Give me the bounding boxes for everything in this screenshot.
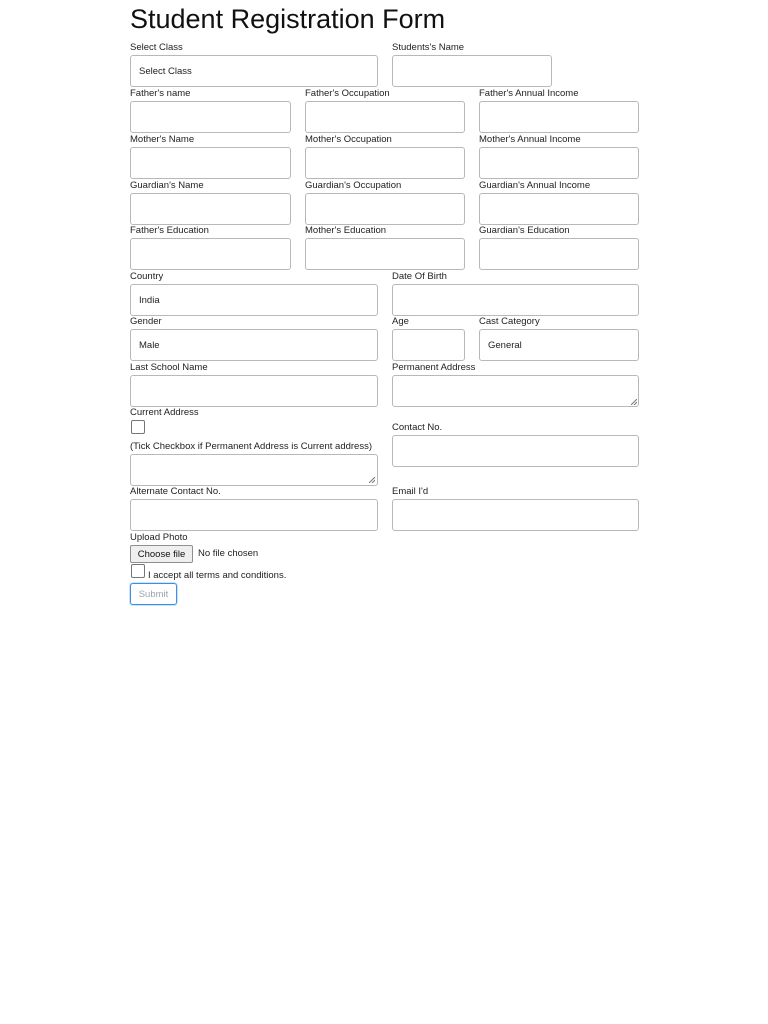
mother-education-label: Mother's Education	[305, 225, 387, 236]
gender-select[interactable]: Male	[130, 329, 378, 361]
father-occupation-label: Father's Occupation	[305, 88, 390, 99]
last-school-input[interactable]	[130, 375, 378, 407]
select-class-dropdown[interactable]: Select Class	[130, 55, 378, 87]
father-occupation-input[interactable]	[305, 101, 465, 133]
choose-file-button[interactable]: Choose file	[130, 545, 193, 563]
age-input[interactable]	[392, 329, 465, 361]
father-income-label: Father's Annual Income	[479, 88, 579, 99]
cast-category-label: Cast Category	[479, 316, 540, 327]
permanent-address-textarea[interactable]	[392, 375, 639, 407]
file-status: No file chosen	[198, 548, 259, 559]
mother-education-input[interactable]	[305, 238, 465, 270]
gender-label: Gender	[130, 316, 162, 327]
father-name-input[interactable]	[130, 101, 291, 133]
mother-income-label: Mother's Annual Income	[479, 134, 581, 145]
page-title: Student Registration Form	[130, 4, 446, 34]
guardian-education-input[interactable]	[479, 238, 639, 270]
resize-grip-icon[interactable]	[631, 399, 637, 405]
father-income-input[interactable]	[479, 101, 639, 133]
same-address-checkbox[interactable]	[131, 420, 145, 434]
guardian-education-label: Guardian's Education	[479, 225, 570, 236]
select-class-label: Select Class	[130, 42, 183, 53]
guardian-name-label: Guardian's Name	[130, 180, 204, 191]
current-address-textarea[interactable]	[130, 454, 378, 486]
contact-no-label: Contact No.	[392, 422, 443, 433]
last-school-label: Last School Name	[130, 362, 208, 373]
father-education-label: Father's Education	[130, 225, 209, 236]
current-address-label: Current Address	[130, 407, 199, 418]
student-name-label: Students's Name	[392, 42, 465, 53]
age-label: Age	[392, 316, 409, 327]
terms-checkbox[interactable]	[131, 564, 145, 578]
dob-label: Date Of Birth	[392, 271, 447, 282]
country-select[interactable]: India	[130, 284, 378, 316]
alt-contact-label: Alternate Contact No.	[130, 486, 221, 497]
terms-label: I accept all terms and conditions.	[148, 570, 287, 581]
guardian-occupation-input[interactable]	[305, 193, 465, 225]
country-label: Country	[130, 271, 164, 282]
current-address-hint: (Tick Checkbox if Permanent Address is Current address)	[130, 441, 372, 452]
mother-income-input[interactable]	[479, 147, 639, 179]
mother-occupation-label: Mother's Occupation	[305, 134, 392, 145]
resize-grip-icon[interactable]	[369, 477, 375, 483]
dob-input[interactable]	[392, 284, 639, 316]
contact-no-input[interactable]	[392, 435, 639, 467]
father-education-input[interactable]	[130, 238, 291, 270]
guardian-income-label: Guardian's Annual Income	[479, 180, 591, 191]
mother-occupation-input[interactable]	[305, 147, 465, 179]
guardian-income-input[interactable]	[479, 193, 639, 225]
student-name-input[interactable]	[392, 55, 552, 87]
guardian-name-input[interactable]	[130, 193, 291, 225]
mother-name-input[interactable]	[130, 147, 291, 179]
email-label: Email I'd	[392, 486, 429, 497]
guardian-occupation-label: Guardian's Occupation	[305, 180, 402, 191]
mother-name-label: Mother's Name	[130, 134, 195, 145]
cast-category-select[interactable]: General	[479, 329, 639, 361]
alt-contact-input[interactable]	[130, 499, 378, 531]
upload-photo-label: Upload Photo	[130, 532, 188, 543]
submit-button[interactable]: Submit	[130, 583, 177, 605]
email-input[interactable]	[392, 499, 639, 531]
permanent-address-label: Permanent Address	[392, 362, 476, 373]
father-name-label: Father's name	[130, 88, 191, 99]
